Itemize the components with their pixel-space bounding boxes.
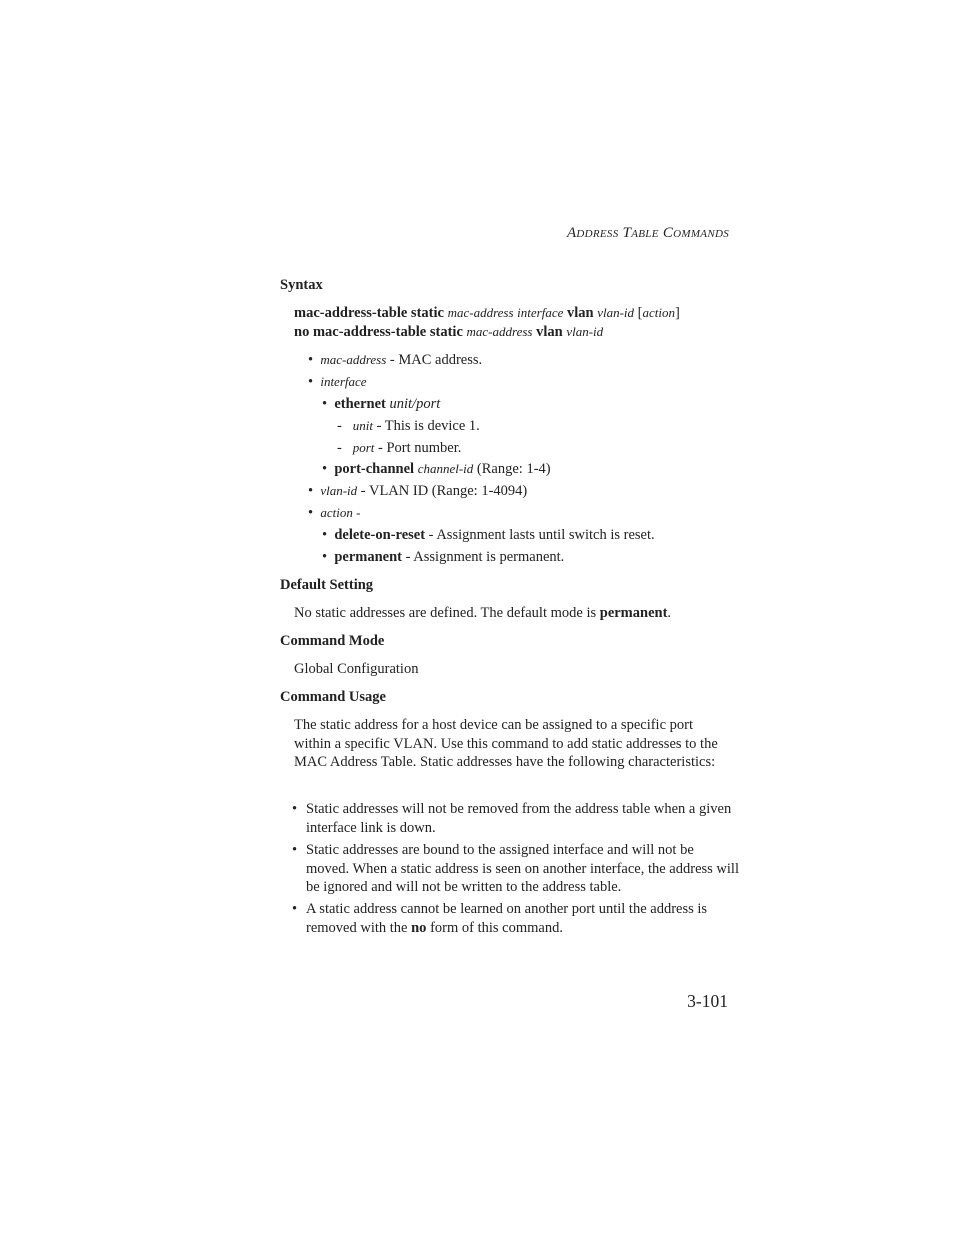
- syntax-line-1: mac-address-table static mac-address interface vlan vlan-id [action]: [294, 305, 680, 321]
- syntax-line-2: no mac-address-table static mac-address vlan vlan-id: [294, 324, 604, 340]
- param-delete-on-reset: • delete-on-reset - Assignment lasts until switch is reset.: [322, 527, 655, 543]
- param-action: • action -: [308, 505, 361, 521]
- command-mode-text: Global Configuration: [294, 661, 419, 677]
- default-setting-text: No static addresses are defined. The default mode is permanent.: [294, 605, 672, 621]
- param-permanent: • permanent - Assignment is permanent.: [322, 549, 565, 565]
- usage-bullet-3: • A static address cannot be learned on another port until the address is removed with the no form of this command.: [292, 901, 708, 936]
- usage-bullet-2: • Static addresses are bound to the assigned interface and will not be moved. When a static address is seen on another interface, the address will be ignored and will not be written to the address table.: [292, 842, 739, 896]
- param-port: - port - Port number.: [337, 440, 462, 456]
- command-mode-heading: Command Mode: [280, 633, 385, 649]
- command-usage-heading: Command Usage: [280, 689, 386, 705]
- param-unit: - unit - This is device 1.: [337, 418, 480, 434]
- usage-bullet-1: • Static addresses will not be removed from the address table when a given interface link is down.: [292, 801, 732, 836]
- page-number: 3-101: [687, 991, 728, 1011]
- param-port-channel: • port-channel channel-id (Range: 1-4): [322, 461, 551, 477]
- command-usage-intro: The static address for a host device can be assigned to a specific port within a specific VLAN. Use this command to add static addresses to the MAC Address Table. Static addresses have the following characteristics:: [294, 717, 718, 771]
- syntax-heading: Syntax: [280, 277, 323, 293]
- param-mac-address: • mac-address - MAC address.: [308, 352, 483, 368]
- running-header: ADDRESS TABLE COMMANDS: [566, 225, 729, 241]
- param-ethernet: • ethernet unit/port: [322, 396, 441, 412]
- param-interface: • interface: [308, 374, 367, 390]
- param-vlan-id: • vlan-id - VLAN ID (Range: 1-4094): [308, 483, 528, 499]
- default-setting-heading: Default Setting: [280, 577, 374, 593]
